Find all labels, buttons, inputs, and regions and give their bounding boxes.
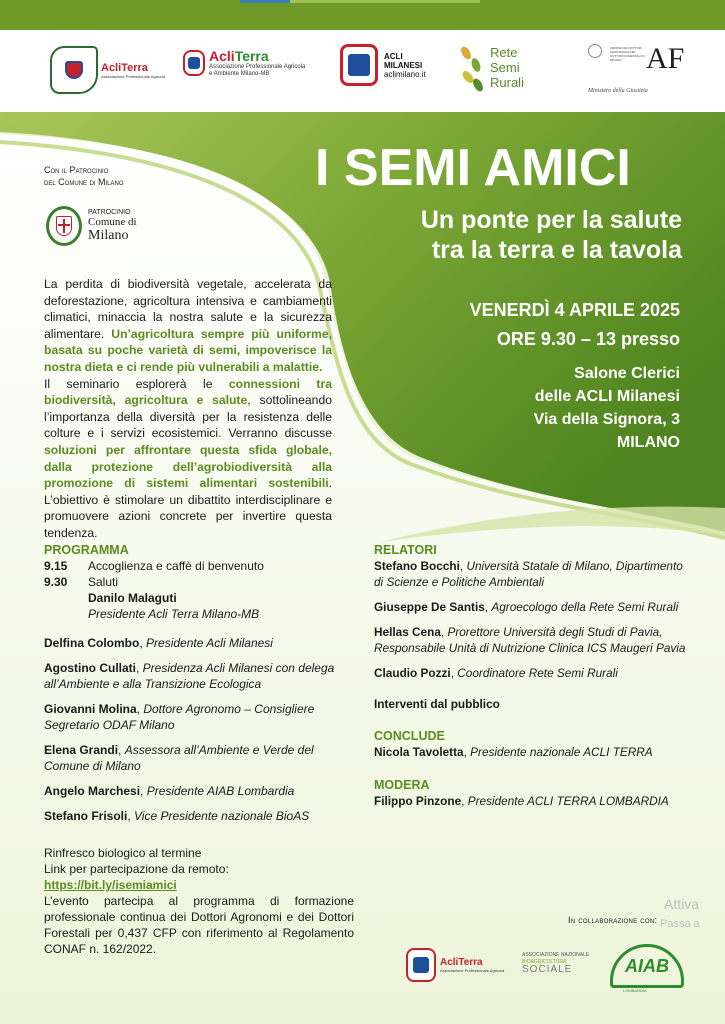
intro-p1: La perdita di biodiversità vegetale, accelerata da deforestazione, agricoltura intensiva e cambiamenti climatici, minaccia la nostra salute e la sicurezza alimentare.: [44, 277, 332, 341]
programma-item: [44, 558, 344, 574]
collab-acli-terra-logo: [406, 948, 504, 982]
acli-terra-milano-logo: [183, 48, 305, 78]
relatore-name: Giuseppe De Santis: [374, 600, 485, 614]
speaker-name: Elena Grandi: [44, 743, 119, 757]
ordine-text: ORDINE DEI DOTTORI AGRONOMI E DEI DOTTORI FORESTALI DI MILANO: [610, 46, 645, 62]
programma-text: Saluti: [88, 575, 119, 589]
patrocinio-line2: del Comune di Milano: [44, 177, 124, 187]
event-time: ORE 9.30 – 13 presso: [496, 329, 680, 349]
footer-line1: Rinfresco biologico al termine: [44, 846, 202, 860]
speaker-role: Vice Presidente nazionale BioAS: [134, 809, 310, 823]
bioagricoltura-sociale-logo: [522, 952, 602, 973]
speaker-role: Presidente AIAB Lombardia: [146, 784, 295, 798]
collab-acli-sub: Associazione Professionale Agricola: [440, 968, 505, 973]
speaker-role: Dottore Agronomo – Consigliere Segretario ODAF Milano: [44, 702, 315, 732]
milano-crest-icon: [46, 206, 82, 246]
acli-terra-lombardia-logo: [50, 46, 165, 94]
af-mark: AF: [646, 42, 685, 75]
patrocinio-line1: Con il Patrocinio: [44, 165, 109, 175]
milanesi-line1: ACLI: [384, 51, 403, 61]
acliterra-name-b: Terra: [234, 48, 269, 64]
venue-line2: delle ACLI Milanesi: [534, 388, 680, 405]
intro-p2-highlight2: soluzioni per affrontare questa sfida globale, dalla protezione dell’agrobiodiversità alla promozione di sistemi alimentari sostenibili: [44, 442, 332, 491]
collab-label: In collaborazione con:: [568, 915, 658, 925]
conclude-heading: CONCLUDE: [374, 729, 445, 743]
speaker-name: Agostino Cullati: [44, 661, 136, 675]
speaker-item: Elena Grandi, Assessora all’Ambiente e Verde del Comune di Milano: [44, 743, 314, 773]
rsr-line2: Semi: [490, 59, 520, 75]
speaker-name: Delfina Colombo: [44, 636, 140, 650]
aiab-name: AIAB: [625, 955, 669, 976]
event-date: VENERDÌ 4 APRILE 2025: [469, 300, 680, 320]
top-bar: [0, 0, 725, 30]
bio-line3: SOCIALE: [522, 964, 573, 975]
conclude-name: Nicola Tavoletta: [374, 745, 464, 759]
event-venue: [534, 362, 680, 454]
modera-role: Presidente ACLI TERRA LOMBARDIA: [467, 794, 669, 808]
programma-heading: PROGRAMMA: [44, 543, 129, 557]
programma-text: Accoglienza e caffè di benvenuto: [88, 559, 264, 573]
relatore-item: Hellas Cena, Prorettore Università degli Studi di Pavia, Responsabile Unità di Nutrizione Clinica ICS Maugeri Pavia: [374, 625, 686, 655]
intro-p2-highlight: connessioni tra biodiversità, agricoltura e salute: [44, 376, 332, 408]
programma-time: 9.15: [44, 559, 68, 573]
comune-line1: Comune di: [88, 215, 137, 228]
ordine-agronomi-logo: [584, 42, 694, 102]
event-subtitle: [421, 205, 682, 265]
relatore-role: Prorettore Università degli Studi di Pavia, Responsabile Unità di Nutrizione Clinica ICS Maugeri Pavia: [374, 625, 686, 655]
modera-heading: MODERA: [374, 778, 430, 792]
subtitle-line2: tra la terra e la tavola: [431, 236, 682, 264]
host-name: Danilo Malaguti: [88, 591, 177, 605]
acli-hex-icon: [183, 50, 205, 76]
rsr-line1: Rete: [490, 44, 518, 60]
relatore-name: Hellas Cena: [374, 625, 441, 639]
ministry-text: Ministero della Giustizia: [588, 88, 648, 94]
collab-acli-hex-icon: [406, 948, 436, 982]
lombardia-map-icon: [50, 46, 98, 94]
interventi-pubblico: Interventi dal pubblico: [374, 697, 500, 711]
relatore-item: Claudio Pozzi, Coordinatore Rete Semi Rurali: [374, 666, 618, 680]
relatore-role: Università Statale di Milano, Dipartimento di Scienze e Politiche Ambientali: [374, 559, 683, 589]
intro-p1-highlight: Un’agricoltura sempre più uniforme, basata su poche varietà di semi, impoverisce la nostra dieta e ci rende più vulnerabili a malattie.: [44, 326, 332, 374]
event-title: I SEMI AMICI: [315, 139, 631, 197]
footer-line2: Link per partecipazione da remoto:: [44, 862, 229, 876]
comune-patrocinio: PATROCINIO: [88, 208, 131, 216]
speaker-item: Giovanni Molina, Dottore Agronomo – Consigliere Segretario ODAF Milano: [44, 702, 315, 732]
relatore-item: Stefano Bocchi, Università Statale di Milano, Dipartimento di Scienze e Politiche Ambientali: [374, 559, 683, 589]
partner-logos-strip: [0, 30, 725, 112]
programma-time: 9.30: [44, 575, 68, 589]
intro-p2b: , sottolineando l’importanza della diversità per la resistenza delle colture e i servizi ecosistemici. Verranno discusse: [44, 393, 333, 441]
intro-p2c: . L’obiettivo è stimolare un dibattito interdisciplinare e promuovere azioni concrete per invertire questa tendenza.: [44, 476, 332, 540]
acli-shield-icon: [65, 61, 83, 79]
speaker-item: Stefano Frisoli, Vice Presidente nazionale BioAS: [44, 809, 310, 823]
acliterra-line2: e Ambiente Milano-MB: [209, 71, 270, 77]
remote-link[interactable]: https://bit.ly/isemiamici: [44, 878, 177, 892]
rsr-line3: Rurali: [490, 74, 524, 90]
relatore-role: Agroecologo della Rete Semi Rurali: [491, 600, 679, 614]
comune-line2: Milano: [88, 227, 129, 243]
seeds-icon: [460, 42, 486, 92]
activation-watermark-line1: Attiva: [664, 896, 700, 912]
speaker-name: Angelo Marchesi: [44, 784, 141, 798]
relatore-name: Stefano Bocchi: [374, 559, 460, 573]
event-date-time: [470, 296, 680, 354]
intro-p2a: Il seminario esplorerà le: [44, 376, 229, 391]
milanesi-line3: aclimilano.it: [384, 69, 426, 79]
programma-item: [44, 574, 344, 590]
speaker-item: Agostino Cullati, Presidenza Acli Milanesi con delega all’Ambiente e alla Transizione Ecologica: [44, 661, 335, 691]
bio-line1: ASSOCIAZIONE NAZIONALE: [522, 952, 590, 958]
programma-host: [44, 590, 344, 622]
conclude-role: Presidente nazionale ACLI TERRA: [470, 745, 653, 759]
relatore-name: Claudio Pozzi: [374, 666, 451, 680]
footer-cfp: L’evento partecipa al programma di formazione professionale continua dei Dottori Agronomi e dei Dottori Forestali per 0,437 CFP con riferimento al Regolamento CONAF n. 162/2022.: [44, 894, 354, 956]
bio-line2: BIOAGRICOLTURA: [522, 959, 567, 965]
intro-paragraph: [44, 276, 332, 542]
host-role: Presidente Acli Terra Milano-MB: [88, 607, 260, 621]
conclude-item: Nicola Tavoletta, Presidente nazionale ACLI TERRA: [374, 745, 653, 759]
activation-watermark-line2: Passa a: [660, 918, 700, 930]
subtitle-line1: Un ponte per la salute: [420, 206, 682, 234]
speaker-name: Giovanni Molina: [44, 702, 137, 716]
speaker-role: Assessora all’Ambiente e Verde del Comune di Milano: [44, 743, 314, 773]
republic-emblem-icon: [588, 44, 602, 58]
modera-name: Filippo Pinzone: [374, 794, 462, 808]
acliterra-name-a: Acli: [209, 48, 235, 64]
modera-item: Filippo Pinzone, Presidente ACLI TERRA LOMBARDIA: [374, 794, 669, 808]
relatore-item: Giuseppe De Santis, Agroecologo della Rete Semi Rurali: [374, 600, 679, 614]
lombardia-logo-name: AcliTerra: [101, 61, 148, 74]
acli-milanesi-hex-icon: [340, 44, 378, 86]
relatori-heading: RELATORI: [374, 543, 437, 557]
speaker-item: Delfina Colombo, Presidente Acli Milanesi: [44, 636, 273, 650]
comune-milano-logo: [46, 206, 137, 246]
top-accent-green: [290, 0, 480, 3]
speaker-item: Angelo Marchesi, Presidente AIAB Lombardia: [44, 784, 295, 798]
rete-semi-rurali-logo: [460, 42, 524, 92]
venue-line3: Via della Signora, 3: [533, 411, 680, 428]
collab-acli-name: AcliTerra: [440, 957, 483, 968]
speaker-role: Presidente Acli Milanesi: [146, 636, 273, 650]
patrocinio-label: [44, 164, 124, 188]
top-accent-blue: [240, 0, 290, 3]
relatore-role: Coordinatore Rete Semi Rurali: [457, 666, 618, 680]
milanesi-line2: MILANESI: [384, 60, 423, 70]
footer-info: [44, 845, 354, 957]
programma-section: [44, 542, 344, 833]
speaker-name: Stefano Frisoli: [44, 809, 128, 823]
acli-milanesi-logo: [340, 44, 426, 86]
venue-line4: MILANO: [616, 434, 680, 451]
acliterra-line1: Associazione Professionale Agricola: [209, 64, 306, 70]
venue-line1: Salone Clerici: [574, 365, 680, 382]
speaker-role: Presidenza Acli Milanesi con delega all’Ambiente e alla Transizione Ecologica: [44, 661, 335, 691]
lombardia-logo-sub: Associazione Professionale Agricola: [101, 73, 166, 79]
relatori-section: [374, 542, 694, 809]
aiab-sub: LOMBARDIA: [623, 988, 647, 993]
